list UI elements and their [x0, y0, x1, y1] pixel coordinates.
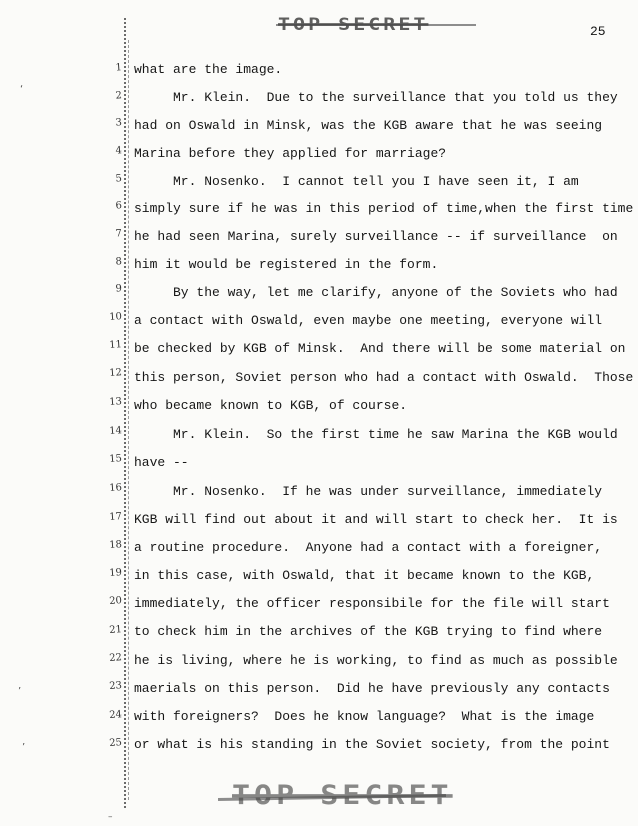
transcript-line: he had seen Marina, surely surveillance -- if surveillance on: [134, 229, 618, 244]
line-number: 19: [108, 567, 123, 580]
line-number: 9: [115, 283, 123, 295]
transcript-line: immediately, the officer responsibile for the file will start: [134, 596, 610, 611]
line-number: 25: [108, 737, 123, 750]
transcript-line: what are the image.: [134, 62, 283, 77]
transcript-line: had on Oswald in Minsk, was the KGB aware that he was seeing: [134, 118, 603, 133]
line-number: 14: [108, 425, 123, 438]
line-number: 5: [115, 173, 123, 185]
stamp-strike-line-top: [276, 24, 476, 26]
line-number: 24: [108, 709, 123, 722]
scan-speck: –: [108, 812, 113, 822]
line-number: 4: [115, 145, 123, 157]
line-number: 11: [108, 339, 123, 352]
line-number: 13: [108, 396, 123, 409]
transcript-line: him it would be registered in the form.: [134, 257, 439, 272]
transcript-line: this person, Soviet person who had a contact with Oswald. Those: [134, 370, 634, 385]
transcript-line: he is living, where he is working, to find as much as possible: [134, 653, 618, 668]
line-number: 22: [108, 652, 123, 665]
line-number: 20: [108, 595, 123, 608]
line-number: 6: [115, 200, 123, 212]
left-margin-rule: [124, 18, 126, 808]
classification-stamp-top: TOP SECRET: [278, 13, 429, 35]
line-number: 10: [108, 311, 123, 324]
transcript-line: Mr. Nosenko. If he was under surveillance, immediately: [134, 484, 603, 499]
transcript-line: a routine procedure. Anyone had a contact with a foreigner,: [134, 540, 603, 555]
line-number: 1: [115, 62, 123, 74]
line-number: 17: [108, 511, 123, 524]
line-number: 16: [108, 482, 123, 495]
line-number: 7: [115, 228, 123, 240]
transcript-line: Marina before they applied for marriage?: [134, 146, 447, 161]
transcript-line: who became known to KGB, of course.: [134, 398, 408, 413]
scan-speck: ‘: [20, 84, 24, 95]
transcript-line: have --: [134, 455, 189, 470]
transcript-line: Mr. Klein. So the first time he saw Marina the KGB would: [134, 427, 618, 442]
line-number: 15: [108, 453, 123, 466]
transcript-line: with foreigners? Does he know language? What is the image: [134, 709, 595, 724]
transcript-line: Mr. Klein. Due to the surveillance that you told us they: [134, 90, 618, 105]
scan-speck: ’: [22, 742, 26, 753]
transcript-line: to check him in the archives of the KGB trying to find where: [134, 624, 603, 639]
line-number: 23: [108, 680, 123, 693]
transcript-line: in this case, with Oswald, that it became known to the KGB,: [134, 568, 595, 583]
line-number: 3: [115, 117, 123, 129]
line-number: 21: [108, 624, 123, 637]
classification-stamp-bottom: TOP SECRET: [232, 779, 453, 812]
scan-speck: ’: [18, 686, 22, 697]
transcript-line: KGB will find out about it and will start to check her. It is: [134, 512, 618, 527]
transcript-line: Mr. Nosenko. I cannot tell you I have seen it, I am: [134, 174, 579, 189]
transcript-line: By the way, let me clarify, anyone of the Soviets who had: [134, 285, 618, 300]
line-number: 8: [115, 256, 123, 268]
transcript-line: a contact with Oswald, even maybe one meeting, everyone will: [134, 313, 603, 328]
line-number: 18: [108, 539, 123, 552]
page-number: 25: [590, 24, 606, 39]
transcript-line: or what is his standing in the Soviet society, from the point: [134, 737, 610, 752]
line-number: 2: [115, 90, 123, 102]
transcript-line: be checked by KGB of Minsk. And there will be some material on: [134, 341, 626, 356]
left-margin-rule-secondary: [128, 40, 129, 800]
transcript-line: simply sure if he was in this period of time,when the first time: [134, 201, 634, 216]
line-number: 12: [108, 367, 123, 380]
transcript-line: maerials on this person. Did he have previously any contacts: [134, 681, 610, 696]
